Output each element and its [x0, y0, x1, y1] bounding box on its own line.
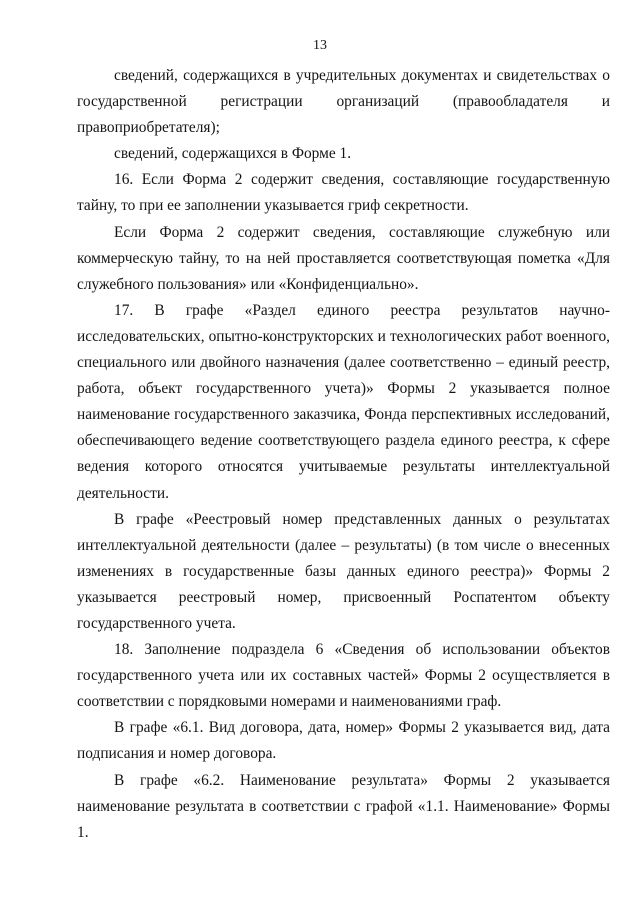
document-body	[77, 63, 610, 846]
paragraph-17-registry-section: 17. В графе «Раздел единого реестра результатов научно-исследовательских, опытно-конструкторских и технологических работ военного, специального или двойного назначения (далее соответственно – единый реестр, работа, объект государственного учета)» Формы 2 указывается полное наименование государственного заказчика, Фонда перспективных исследований, обеспечивающего ведение соответствующего раздела единого реестра, к сфере ведения которого относятся учитываемые результаты интеллектуальной деятельности.	[77, 301, 610, 502]
paragraph-founding-documents: сведений, содержащихся в учредительных документах и свидетельствах о государственной регистрации организаций (правообладателя и правоприобретателя);	[77, 67, 610, 137]
paragraph-official-use: Если Форма 2 содержит сведения, составляющие служебную или коммерческую тайну, то на ней проставляется соответствующая пометка «Для служебного пользования» или «Конфиденциально».	[77, 223, 610, 293]
page-number: 13	[313, 38, 327, 53]
paragraph-registry-number: В графе «Реестровый номер представленных данных о результатах интеллектуальной деятельности (далее – результаты) (в том числе о внесенных изменениях в государственные базы данных единого реестра)» Формы 2 указывается реестровый номер, присвоенный Роспатентом объекту государственного учета.	[77, 510, 610, 632]
paragraph-16-state-secret: 16. Если Форма 2 содержит сведения, составляющие государственную тайну, то при ее заполнении указывается гриф секретности.	[77, 171, 610, 215]
paragraph-form1-info: сведений, содержащихся в Форме 1.	[114, 145, 352, 163]
paragraph-18-subsection-6: 18. Заполнение подраздела 6 «Сведения об использовании объектов государственного учета или их составных частей» Формы 2 осуществляется в соответствии с порядковыми номерами и наименованиями граф.	[77, 641, 610, 711]
paragraph-6-2-result-name: В графе «6.2. Наименование результата» Формы 2 указывается наименование результата в соответствии с графой «1.1. Наименование» Формы 1.	[77, 771, 610, 841]
paragraph-6-1-contract: В графе «6.1. Вид договора, дата, номер» Формы 2 указывается вид, дата подписания и номер договора.	[77, 719, 610, 763]
